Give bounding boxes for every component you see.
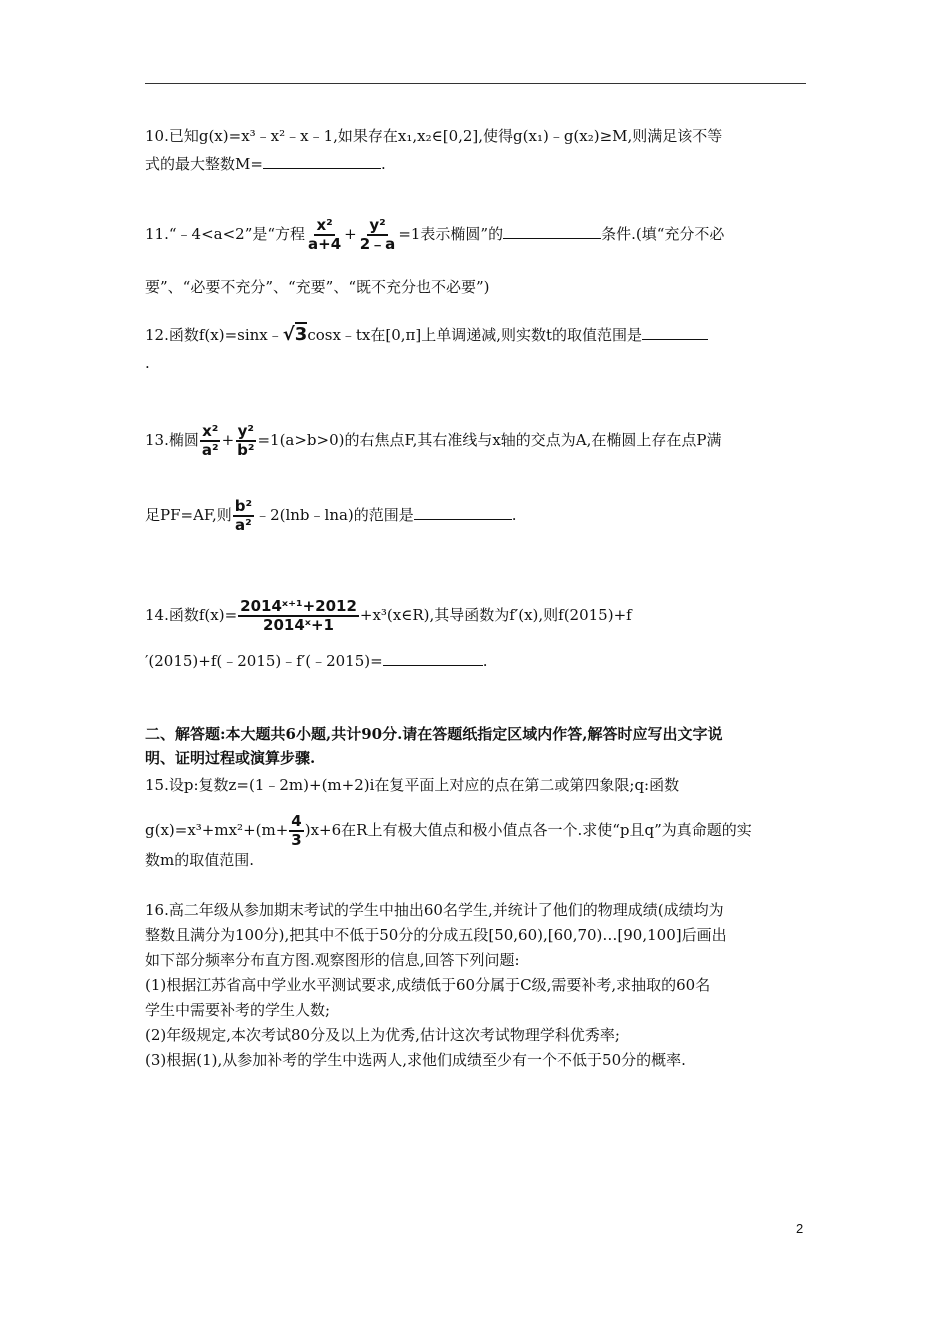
q15-line2-pre: g(x)=x³+mx²+(m+ — [145, 821, 289, 839]
q16-line2: 整数且满分为100分),把其中不低于50分的分成五段[50,60),[60,70)…[90,100]后画出 — [145, 926, 727, 944]
q16-line3: 如下部分频率分布直方图.观察图形的信息,回答下列问题: — [145, 951, 520, 969]
section2-heading-line2: 明、证明过程或演算步骤. — [145, 749, 316, 767]
q12-pre: 12.函数f(x)=sinx﹣ — [145, 326, 283, 344]
q10-line1: 10.已知g(x)=x³﹣x²﹣x﹣1,如果存在x₁,x₂∈[0,2],使得g(x₁)﹣g(x₂)≥M,则满足该不等 — [145, 127, 723, 145]
q13-frac-y: $\frac{\text{y²}}{\text{b²}}$ — [237, 422, 255, 459]
q11-frac-x: $\frac{\text{x²}}{a+4}$ — [308, 216, 342, 253]
q11-line1: 11.“﹣4<a<2”是“方程 $\frac{\text{x²}}{a+4}$ + $\frac{\text{y²}}{2﹣a}$ =1表示椭圆”的 条件.(填“充分不必 — [145, 216, 725, 253]
q12-answer-blank[interactable] — [642, 325, 708, 340]
q14-line2: ′(2015)+f(﹣2015)﹣f′(﹣2015)= . — [145, 652, 488, 670]
q13-line1: 13.椭圆 $\frac{\text{x²}}{\text{a²}}$ + $\frac{\text{y²}}{\text{b²}}$ =1(a>b>0)的右焦点F,其右准线与x轴的交点为A,在椭圆上存在点P满 — [145, 422, 722, 459]
q14-pre: 14.函数f(x)= — [145, 606, 238, 624]
q10-text: 式的最大整数M= — [145, 155, 263, 173]
q13-frac-x: $\frac{\text{x²}}{\text{a²}}$ — [201, 422, 219, 459]
header-rule — [145, 83, 806, 84]
q14-line2-pre: ′(2015)+f(﹣2015)﹣f′(﹣2015)= — [145, 652, 383, 670]
q13-pre: 13.椭圆 — [145, 431, 199, 449]
q16-line1: 16.高二年级从参加期末考试的学生中抽出60名学生,并统计了他们的物理成绩(成绩均为 — [145, 901, 724, 919]
page-number: 2 — [796, 1221, 804, 1236]
q16-line6: (2)年级规定,本次考试80分及以上为优秀,估计这次考试物理学科优秀率; — [145, 1026, 620, 1044]
q14-frac: $\frac{\text{2014ˣ⁺¹+2012}}{\text{2014ˣ+1}}$ — [240, 597, 357, 634]
q11-answer-blank[interactable] — [503, 224, 601, 239]
sqrt-symbol: √3 — [282, 324, 308, 345]
q13-line2-mid: ﹣2(lnb﹣lna)的范围是 — [255, 506, 414, 524]
q13-post: =1(a>b>0)的右焦点F,其右准线与x轴的交点为A,在椭圆上存在点P满 — [257, 431, 722, 449]
q13-line2-pre: 足PF=AF,则 — [145, 506, 232, 524]
q10-end: . — [380, 155, 386, 173]
q15-line2 — [145, 813, 752, 849]
q13-frac-b-a: $\frac{\text{b²}}{\text{a²}}$ — [234, 497, 253, 534]
q15-line3: 数m的取值范围. — [145, 851, 254, 869]
q12-line2: . — [145, 354, 150, 372]
q11-mid: =1表示椭圆”的 — [398, 225, 504, 243]
q12-line1 — [145, 325, 708, 345]
q16-line4: (1)根据江苏省高中学业水平测试要求,成绩低于60分属于C级,需要补考,求抽取的60名 — [145, 976, 711, 994]
q11-post: 条件.(填“充分不必 — [601, 225, 725, 243]
q12-post: cosx﹣tx在[0,π]上单调递减,则实数t的取值范围是 — [307, 326, 643, 344]
q10-answer-blank[interactable] — [263, 154, 381, 169]
section2-heading-line1: 二、解答题:本大题共6小题,共计90分.请在答题纸指定区域内作答,解答时应写出文字说 — [145, 725, 723, 743]
q15-frac: $\frac{4}{3}$ — [291, 812, 302, 849]
q13-line2: 足PF=AF,则 $\frac{\text{b²}}{\text{a²}}$ ﹣2(lnb﹣lna)的范围是 . — [145, 497, 517, 534]
q15-line2-post: )x+6在R上有极大值点和极小值点各一个.求使“p且q”为真命题的实 — [304, 821, 752, 839]
q11-frac-y: $\frac{\text{y²}}{2﹣a}$ — [359, 216, 396, 253]
q15-line1: 15.设p:复数z=(1﹣2m)+(m+2)i在复平面上对应的点在第二或第四象限;q:函数 — [145, 776, 680, 794]
q10-line2 — [145, 154, 386, 174]
q14-answer-blank[interactable] — [383, 651, 483, 666]
q14-post: +x³(x∈R),其导函数为f′(x),则f(2015)+f — [359, 606, 632, 624]
q16-line5: 学生中需要补考的学生人数; — [145, 1001, 331, 1019]
q14-line1 — [145, 598, 632, 634]
q11-line2: 要”、“必要不充分”、“充要”、“既不充分也不必要”) — [145, 278, 490, 296]
q11-pre: 11.“﹣4<a<2”是“方程 — [145, 225, 306, 243]
q13-answer-blank[interactable] — [414, 505, 512, 520]
q16-line7: (3)根据(1),从参加补考的学生中选两人,求他们成绩至少有一个不低于50分的概率. — [145, 1051, 686, 1069]
